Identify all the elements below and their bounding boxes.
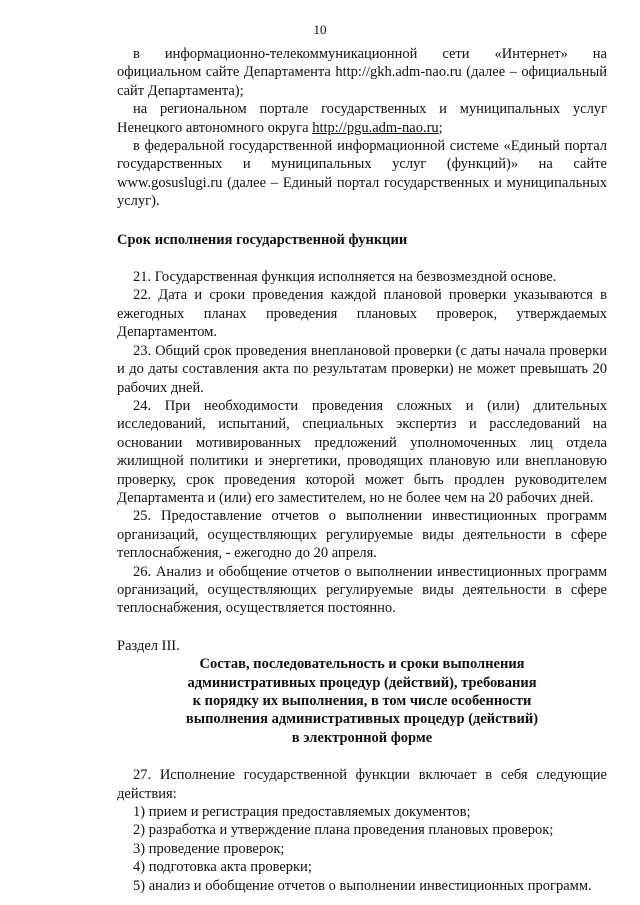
- section-3-title-line: Состав, последовательность и сроки выполнения: [199, 656, 525, 673]
- clause-22: 22. Дата и сроки проведения каждой плановой проверки указываются в ежегодных планах проведения плановых проверок, утверждаемых Департаментом.: [117, 287, 607, 341]
- clause-21: 21. Государственная функция исполняется на безвозмездной основе.: [133, 269, 557, 286]
- intro-paragraph-regional-portal: [117, 100, 607, 137]
- action-list-item: 1) прием и регистрация предоставляемых документов;: [133, 804, 471, 821]
- section-3-title: [117, 655, 607, 747]
- section-3-title-line: административных процедур (действий), требования: [187, 674, 537, 691]
- action-list-item: 4) подготовка акта проверки;: [133, 859, 312, 876]
- page-content: [117, 45, 607, 895]
- clause-24: 24. При необходимости проведения сложных и (или) длительных исследований, испытаний, специальных экспертиз и расследований на основании мотивированных предложений уполномоченных лиц отдела жилищной политики и энергетики, проводящих плановую или внеплановую проверку, срок проведения которой может быть продлен руководителем Департамента и (или) его заместителем, но не более чем на 20 рабочих дней.: [117, 397, 607, 506]
- clause-25: 25. Предоставление отчетов о выполнении инвестиционных программ организаций, осуществляющих регулируемые виды деятельности в сфере теплоснабжения, - ежегодно до 20 апреля.: [117, 508, 607, 562]
- intro-paragraph-federal-portal: в федеральной государственной информационной системе «Единый портал государственных и муниципальных услуг (функций)» на сайте www.gosuslugi.ru (далее – Единый портал государственных и муниципальных услуг).: [117, 138, 607, 210]
- regional-portal-end: ;: [438, 119, 443, 136]
- action-list-item: 2) разработка и утверждение плана проведения плановых проверок;: [133, 822, 554, 839]
- regional-portal-link[interactable]: http://pgu.adm-nao.ru: [312, 119, 439, 136]
- action-list-item: 5) анализ и обобщение отчетов о выполнении инвестиционных программ.: [133, 877, 592, 894]
- clause-27: 27. Исполнение государственной функции включает в себя следующие действия:: [117, 767, 607, 802]
- page-number: 10: [313, 22, 327, 37]
- clause-26: 26. Анализ и обобщение отчетов о выполнении инвестиционных программ организаций, осуществляющих регулируемые виды деятельности в сфере теплоснабжения, осуществляется постоянно.: [117, 563, 607, 617]
- section-3-title-line: к порядку их выполнения, в том числе особенности: [192, 693, 532, 709]
- clause-23: 23. Общий срок проведения внеплановой проверки (с даты начала проверки и до даты составления акта по результатам проверки) не может превышать 20 рабочих дней.: [117, 342, 607, 396]
- intro-paragraph-website: в информационно-телекоммуникационной сети «Интернет» на официальном сайте Департамента http://gkh.adm-nao.ru (далее – официальный сайт Департамента);: [117, 46, 607, 99]
- section-3-title-line: выполнения административных процедур (действий): [185, 711, 539, 728]
- regional-portal-text: на региональном портале государственных и муниципальных услуг Ненецкого автономного округа: [117, 101, 607, 136]
- action-list-item: 3) проведение проверок;: [133, 840, 285, 857]
- section-term-heading: Срок исполнения государственной функции: [117, 231, 408, 248]
- section-3-label: Раздел III.: [117, 637, 180, 654]
- section-3-title-line: в электронной форме: [291, 729, 433, 746]
